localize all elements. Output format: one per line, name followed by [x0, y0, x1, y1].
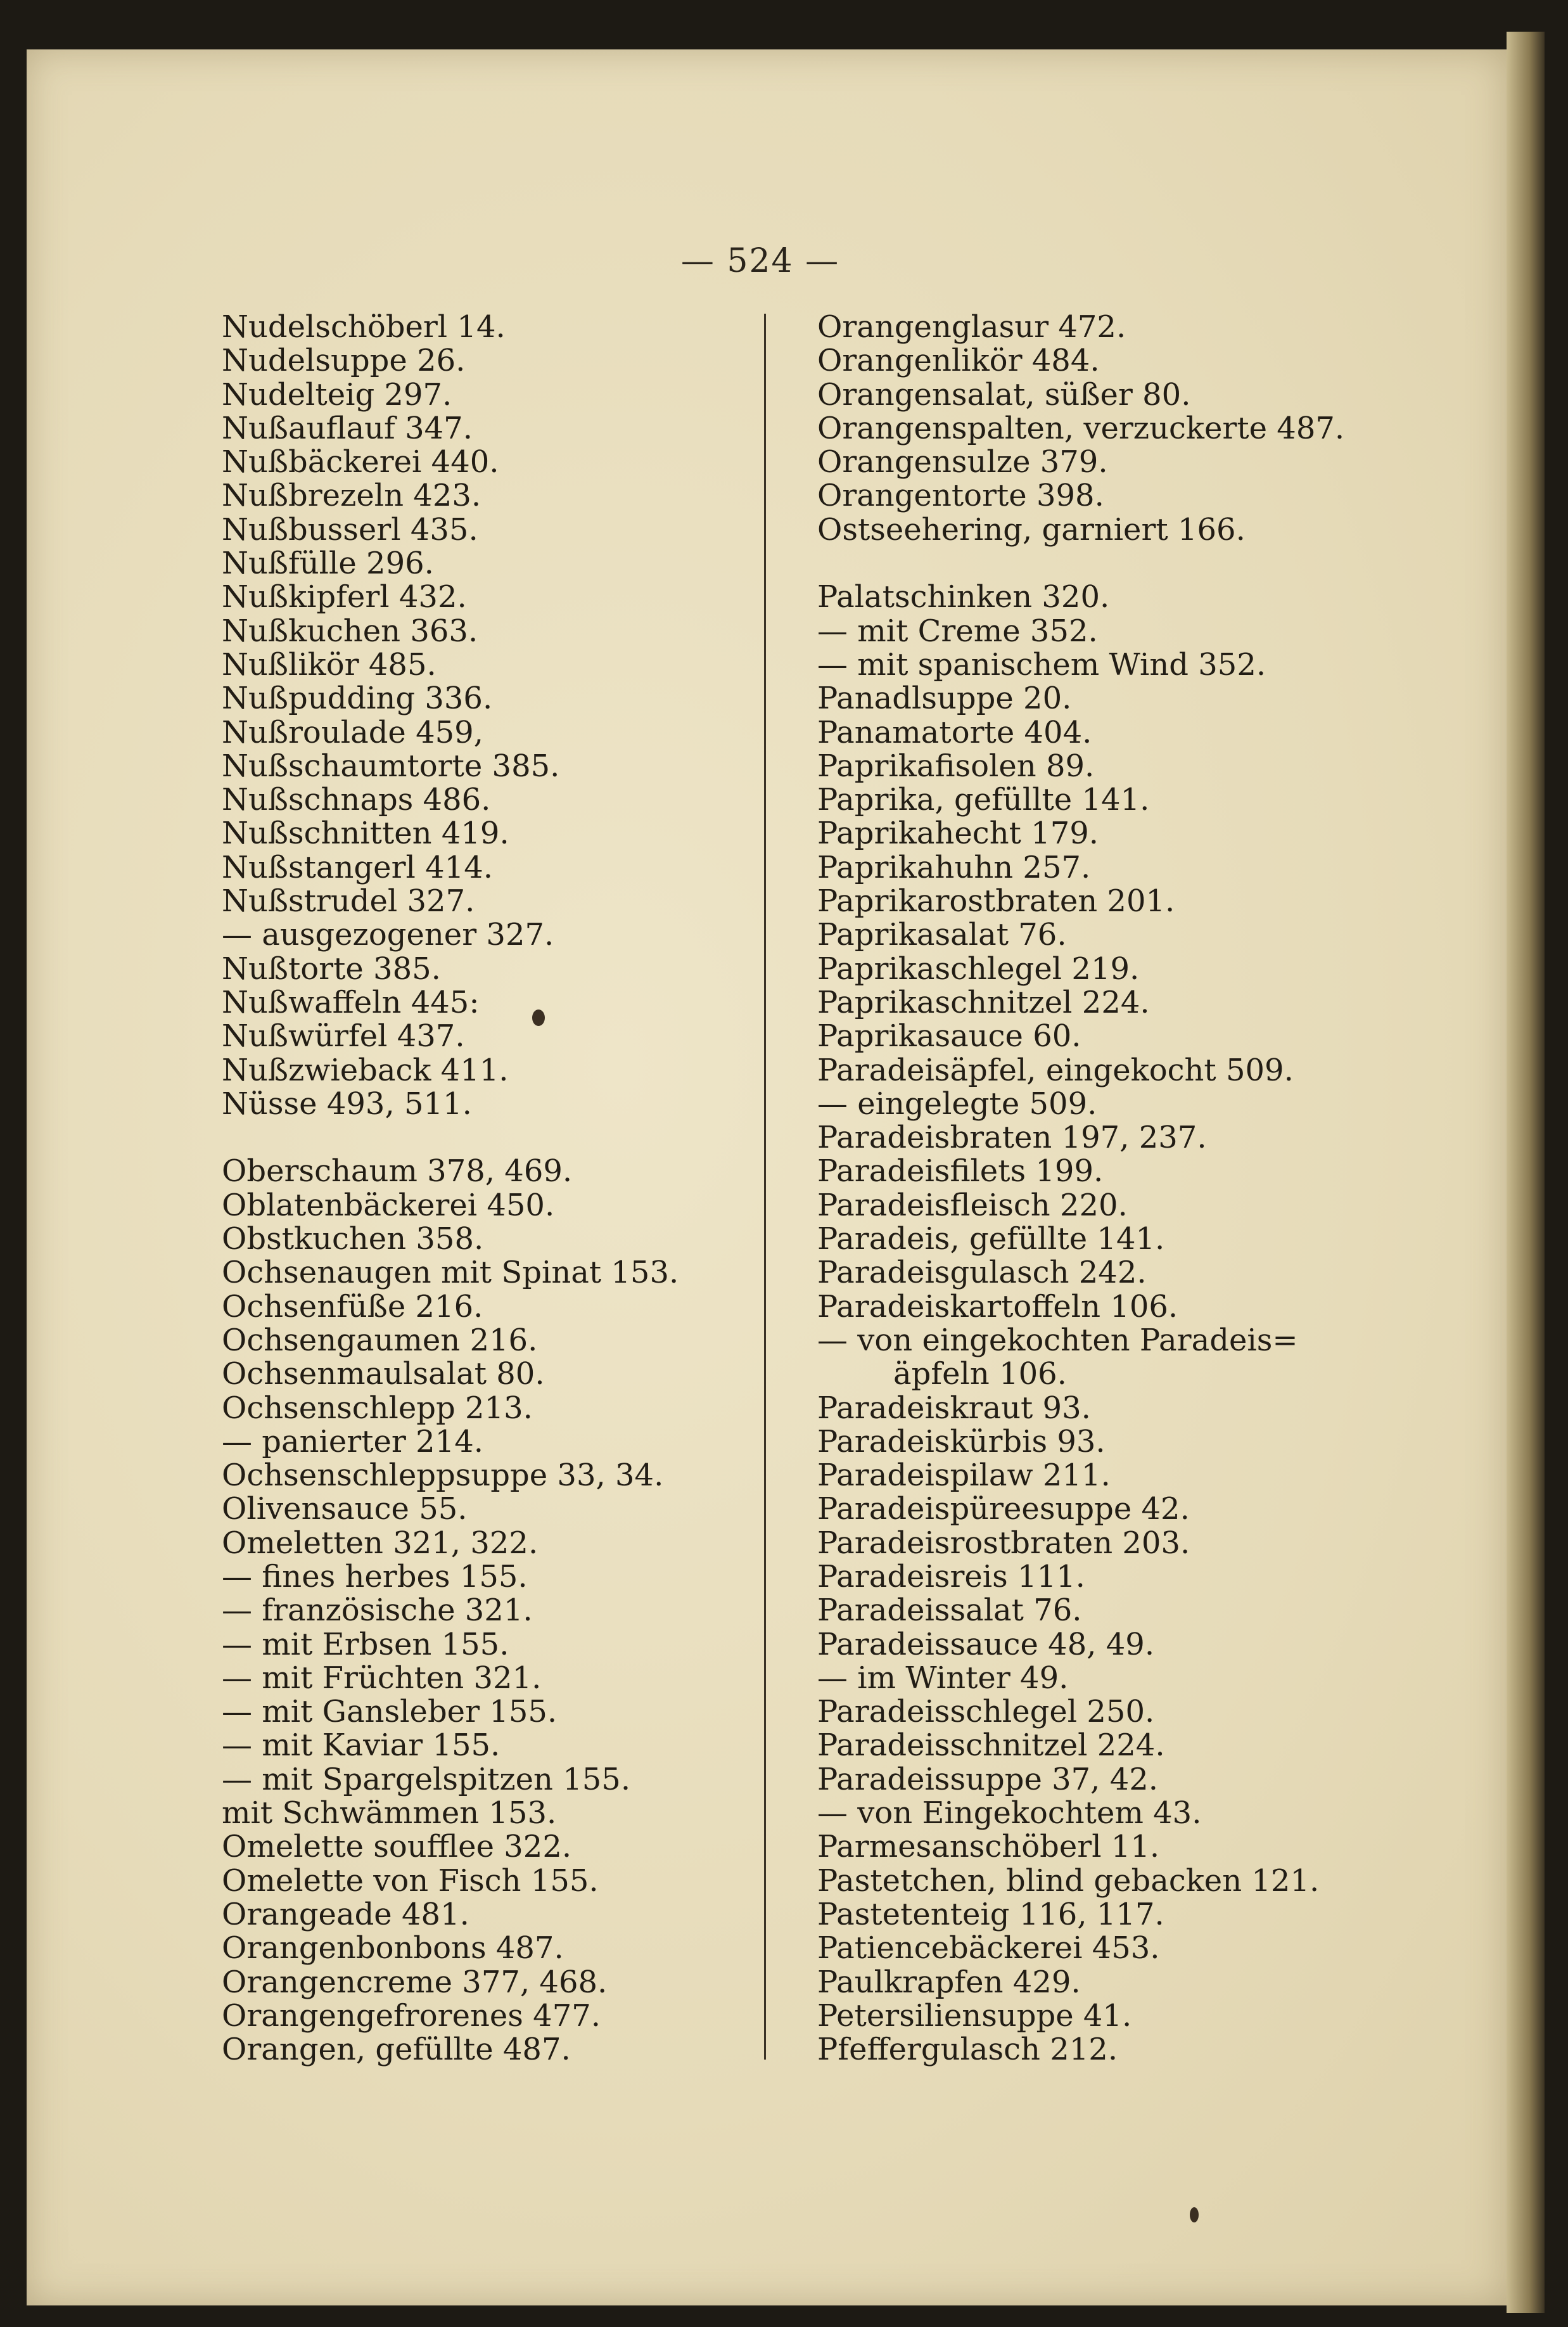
index-entry: — von Eingekochtem 43. [817, 1795, 1202, 1831]
index-entry: Oberschaum 378, 469. [222, 1153, 573, 1189]
index-entry: — mit Spargelspitzen 155. [222, 1761, 631, 1797]
index-entry: äpfeln 106. [893, 1356, 1067, 1392]
index-entry: Paprikahecht 179. [817, 816, 1099, 852]
index-entry: Orangensalat, süßer 80. [817, 376, 1191, 413]
index-entry: Paprikahuhn 257. [817, 849, 1091, 885]
index-entry: Olivensauce 55. [222, 1491, 468, 1527]
index-entry: Paradeis, gefüllte 141. [817, 1221, 1165, 1257]
index-entry: Ochsenmaulsalat 80. [222, 1356, 545, 1392]
index-entry: Nußstangerl 414. [222, 849, 493, 885]
index-entry: Paradeisbraten 197, 237. [817, 1120, 1207, 1156]
index-entry: Ochsenaugen mit Spinat 153. [222, 1255, 679, 1291]
index-entry: Orangentorte 398. [817, 478, 1104, 514]
index-entry: — mit Kaviar 155. [222, 1728, 500, 1764]
index-entry: Omelette soufflee 322. [222, 1829, 572, 1865]
index-entry: — im Winter 49. [817, 1660, 1069, 1696]
index-entry: — ausgezogener 327. [222, 917, 554, 953]
index-entry: mit Schwämmen 153. [222, 1795, 557, 1831]
index-entry: Palatschinken 320. [817, 579, 1110, 615]
index-entry: Pastetchen, blind gebacken 121. [817, 1862, 1320, 1899]
index-entry: Paprikaschnitzel 224. [817, 984, 1150, 1020]
index-entry: Paradeissalat 76. [817, 1593, 1082, 1629]
index-entry: Patiencebäckerei 453. [817, 1930, 1160, 1966]
index-entry: Nußbäckerei 440. [222, 444, 499, 480]
index-entry: Paprikaschlegel 219. [817, 951, 1140, 987]
index-entry: Pastetenteig 116, 117. [817, 1896, 1164, 1932]
index-entry: Panamatorte 404. [817, 714, 1092, 750]
index-entry: Omelette von Fisch 155. [222, 1862, 599, 1899]
index-entry: Orangenbonbons 487. [222, 1930, 564, 1966]
index-entry: — panierter 214. [222, 1423, 483, 1459]
index-entry: Nudelschöberl 14. [222, 309, 506, 345]
index-entry: Nußbusserl 435. [222, 511, 478, 548]
index-entry: Pfeffergulasch 212. [817, 2032, 1118, 2068]
index-entry: — französische 321. [222, 1593, 533, 1629]
index-entry: Nußzwieback 411. [222, 1052, 509, 1088]
index-entry: Nußschnitten 419. [222, 816, 509, 852]
index-entry: Paprikasalat 76. [817, 917, 1067, 953]
section-gap [222, 1121, 679, 1155]
index-entry: Nußstrudel 327. [222, 883, 475, 920]
index-entry: Paulkrapfen 429. [817, 1964, 1081, 2000]
index-entry: Paradeisgulasch 242. [817, 1255, 1147, 1291]
index-entry: Nußschaumtorte 385. [222, 748, 560, 784]
index-entry: Nudelteig 297. [222, 376, 452, 413]
index-entry: Ostseehering, garniert 166. [817, 511, 1246, 548]
ink-spot [532, 1010, 545, 1026]
index-entry: Nußkipferl 432. [222, 579, 467, 615]
index-entry: Paprikasauce 60. [817, 1018, 1081, 1055]
index-entry: — mit Gansleber 155. [222, 1694, 558, 1730]
index-entry: Nußwürfel 437. [222, 1018, 465, 1055]
index-entry: Paprika, gefüllte 141. [817, 782, 1150, 818]
index-entry: Nußbrezeln 423. [222, 478, 481, 514]
index-entry: — mit Creme 352. [817, 613, 1098, 649]
page-number: — 524 — [680, 242, 840, 280]
index-entry: Paradeisrostbraten 203. [817, 1525, 1190, 1561]
index-column-right [817, 311, 1344, 2067]
index-entry: Nußauflauf 347. [222, 410, 473, 446]
index-entry: Oblatenbäckerei 450. [222, 1187, 555, 1223]
index-entry: Paradeisäpfel, eingekocht 509. [817, 1052, 1294, 1088]
index-entry: Nußlikör 485. [222, 646, 437, 683]
index-entry: Nudelsuppe 26. [222, 343, 466, 379]
index-entry: Nußtorte 385. [222, 951, 441, 987]
index-entry: Paradeisschnitzel 224. [817, 1728, 1165, 1764]
index-entry: Orangensulze 379. [817, 444, 1108, 480]
index-entry: Orangenglasur 472. [817, 309, 1126, 345]
index-entry: Paradeisschlegel 250. [817, 1694, 1155, 1730]
index-entry: Paradeiskürbis 93. [817, 1423, 1106, 1459]
index-entry: — mit Erbsen 155. [222, 1626, 509, 1662]
index-entry: Paradeisreis 111. [817, 1558, 1085, 1594]
index-entry: Obstkuchen 358. [222, 1221, 484, 1257]
index-entry: Orangen, gefüllte 487. [222, 2032, 571, 2068]
index-entry: Paradeiskraut 93. [817, 1390, 1091, 1426]
index-entry: Petersiliensuppe 41. [817, 1997, 1132, 2034]
index-entry: Nußpudding 336. [222, 681, 493, 717]
index-entry: Nußwaffeln 445: [222, 984, 480, 1020]
index-entry: Nußfülle 296. [222, 546, 434, 582]
index-entry: Paradeisfilets 199. [817, 1153, 1104, 1189]
index-entry: Orangengefrorenes 477. [222, 1997, 601, 2034]
index-entry: Paradeispilaw 211. [817, 1458, 1111, 1494]
index-entry: Nußschnaps 486. [222, 782, 491, 818]
index-entry: Orangenlikör 484. [817, 343, 1100, 379]
index-entry: Omeletten 321, 322. [222, 1525, 539, 1561]
index-entry: Parmesanschöberl 11. [817, 1829, 1160, 1865]
index-entry: Nüsse 493, 511. [222, 1086, 472, 1122]
index-column-left [222, 311, 679, 2067]
index-entry: Ochsenschlepp 213. [222, 1390, 533, 1426]
index-entry: — fines herbes 155. [222, 1558, 528, 1594]
column-divider [764, 314, 766, 2060]
index-entry: Nußkuchen 363. [222, 613, 478, 649]
index-entry: Paradeiskartoffeln 106. [817, 1288, 1178, 1324]
index-entry: Nußroulade 459, [222, 714, 483, 750]
index-entry: Paradeissauce 48, 49. [817, 1626, 1155, 1662]
index-entry: Paprikafisolen 89. [817, 748, 1095, 784]
index-entry: — von eingekochten Paradeis= [817, 1322, 1298, 1358]
section-gap [817, 547, 1344, 580]
index-entry: Orangencreme 377, 468. [222, 1964, 608, 2000]
ink-spot [1190, 2207, 1199, 2222]
index-entry: — mit spanischem Wind 352. [817, 646, 1266, 683]
index-entry: Paradeisfleisch 220. [817, 1187, 1128, 1223]
index-entry: Ochsenfüße 216. [222, 1288, 483, 1324]
index-entry: Paradeispüreesuppe 42. [817, 1491, 1190, 1527]
index-entry: Orangeade 481. [222, 1896, 469, 1932]
index-entry: — eingelegte 509. [817, 1086, 1097, 1122]
index-entry: Ochsengaumen 216. [222, 1322, 538, 1358]
index-entry: Ochsenschleppsuppe 33, 34. [222, 1458, 664, 1494]
book-spine [1507, 32, 1545, 2313]
index-entry: Paradeissuppe 37, 42. [817, 1761, 1159, 1797]
index-entry: Orangenspalten, verzuckerte 487. [817, 410, 1345, 446]
index-entry: Paprikarostbraten 201. [817, 883, 1175, 920]
index-entry: — mit Früchten 321. [222, 1660, 542, 1696]
index-entry: Panadlsuppe 20. [817, 681, 1072, 717]
